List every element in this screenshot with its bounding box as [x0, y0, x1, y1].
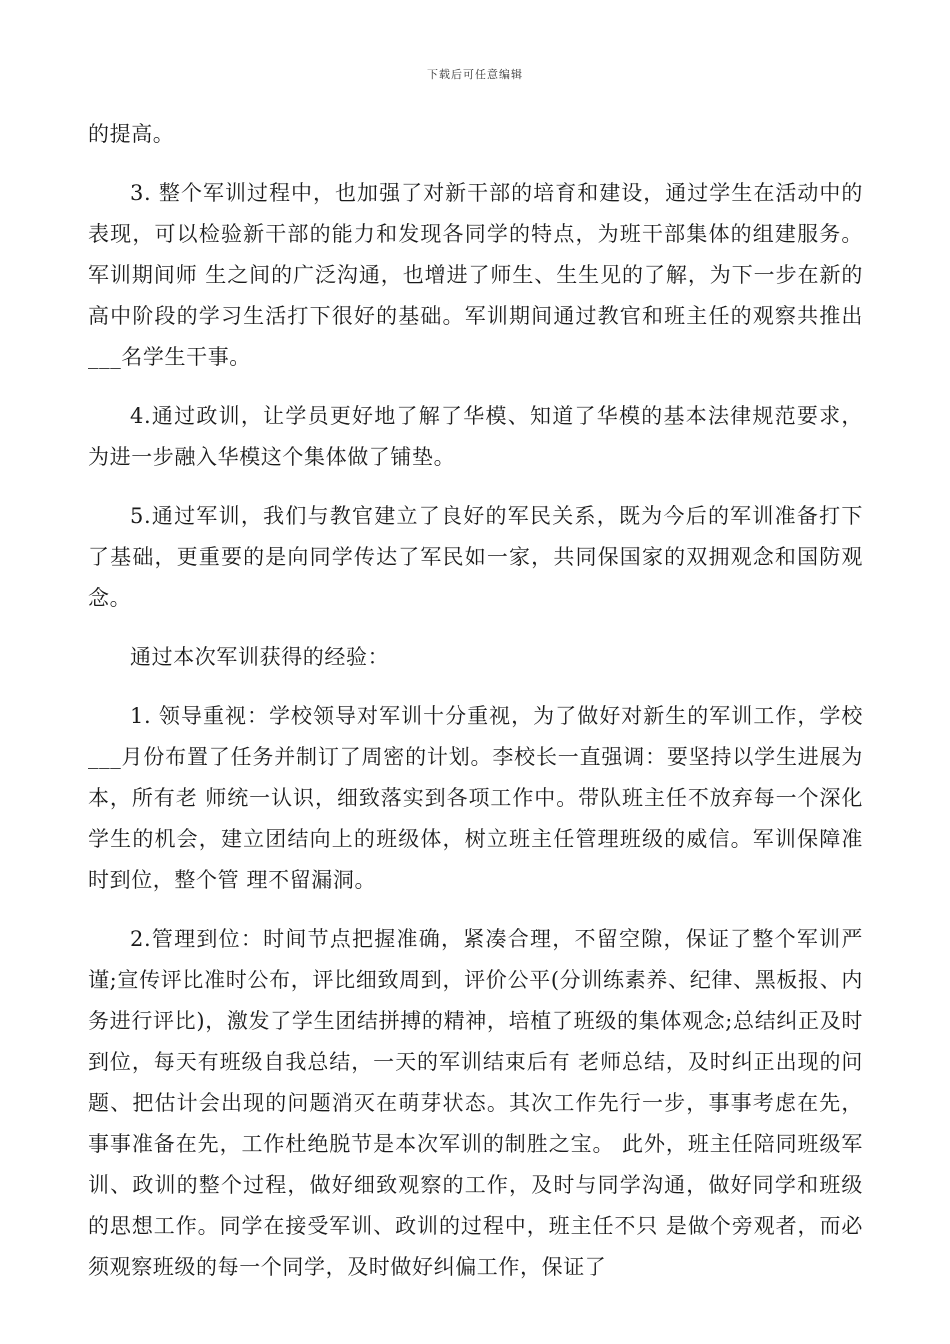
- paragraph-continuation: 的提高。: [88, 122, 175, 146]
- paragraph-experience-2: 2.管理到位：时间节点把握准确，紧凑合理，不留空隙，保证了整个军训严谨;宣传评比准时公布，评比细致周到，评价公平(分训练素养、纪律、黑板报、内务进行评比)，激发了学生团结拼搏的精神，培植了班级的集体观念;总结纠正及时到位，每天有班级自我总结，一天的军训结束后有 老师总结，及时纠正出现的问题、把估计会出现的问题消灭在萌芽状态。其次工作先行一步，事事考虑在先，事事准备在先，工作杜绝脱节是本次军训的制胜之宝。 此外，班主任陪同班级军训、政训的整个过程，做好细致观察的工作，及时与同学沟通，做好同学和班级的思想工作。同学在接受军训、政训的过程中，班主任不只 是做个旁观者，而必须观察班级的每一个同学，及时做好纠偏工作，保证了: [88, 927, 863, 1279]
- paragraph-experience-1: 1. 领导重视：学校领导对军训十分重视，为了做好对新生的军训工作，学校___月份布置了任务并制订了周密的计划。李校长一直强调：要坚持以学生进展为本，所有老 师统一认识，细致落实到各项工作中。带队班主任不放弃每一个深化学生的机会，建立团结向上的班级体，树立班主任管理班级的威信。军训保障准时到位，整个管 理不留漏洞。: [88, 704, 863, 892]
- document-body: [88, 114, 863, 1306]
- paragraph-item-4: 4.通过政训，让学员更好地了解了华模、知道了华模的基本法律规范要求，为进一步融入华模这个集体做了铺垫。: [88, 404, 863, 469]
- paragraph-item-5: 5.通过军训，我们与教官建立了良好的军民关系，既为今后的军训准备打下了基础，更重要的是向同学传达了军民如一家，共同保国家的双拥观念和国防观念。: [88, 504, 863, 610]
- header-note: 下载后可任意编辑: [427, 68, 523, 81]
- paragraph-item-3: 3. 整个军训过程中，也加强了对新干部的培育和建设，通过学生在活动中的表现，可以检验新干部的能力和发现各同学的特点，为班干部集体的组建服务。军训期间师 生之间的广泛沟通，也增进了师生、生生见的了解，为下一步在新的高中阶段的学习生活打下很好的基础。军训期间通过教官和班主任的观察共推出___名学生干事。: [88, 181, 863, 369]
- section-heading-experience: 通过本次军训获得的经验：: [130, 645, 390, 669]
